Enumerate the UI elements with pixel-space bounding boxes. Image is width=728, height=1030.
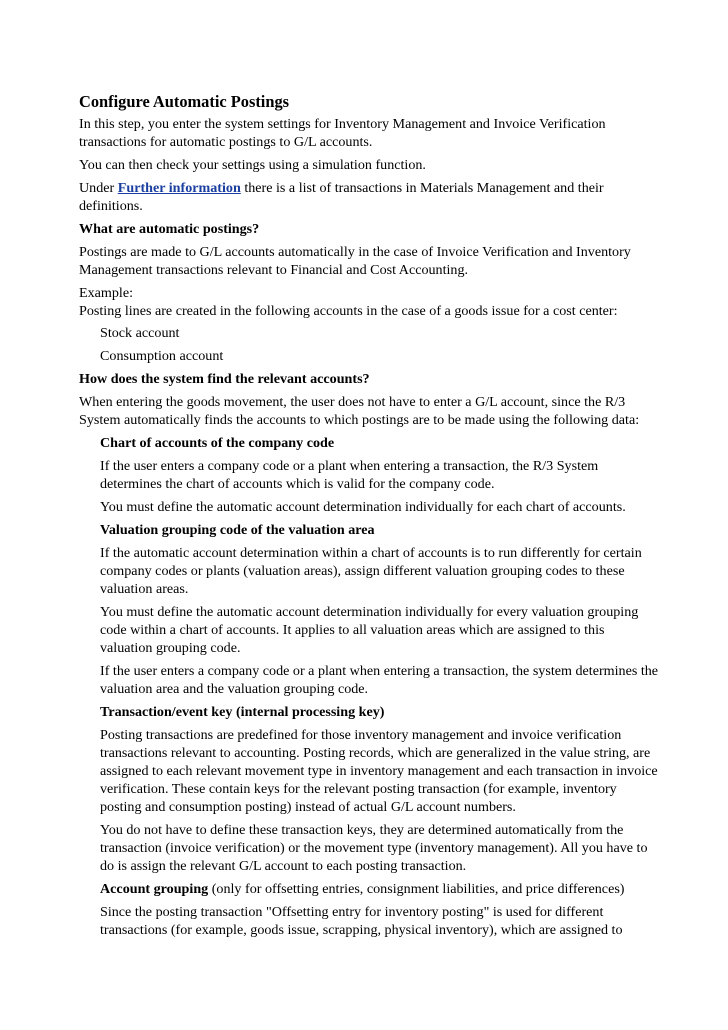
valuation-paragraph-2: You must define the automatic account determination individually for every valuation grouping code within a chart of accounts. It applies to all valuation areas which are assigned to this valuation grouping code.	[100, 604, 639, 656]
account-grouping-line	[100, 880, 659, 898]
account-grouping-paragraph-1: Since the posting transaction "Offsetting entry for inventory posting" is used for different transactions (for example, goods issue, scrapping, physical inventory), which are assigned to	[100, 904, 623, 938]
heading-valuation-grouping-code: Valuation grouping code of the valuation area	[100, 522, 375, 538]
further-information-link[interactable]: Further information	[117, 180, 241, 196]
account-grouping-note: (only for offsetting entries, consignment liabilities, and price differences)	[208, 881, 625, 897]
what-paragraph: Postings are made to G/L accounts automatically in the case of Invoice Verification and Inventory Management transactions relevant to Financial and Cost Accounting.	[79, 244, 631, 278]
heading-what-are-automatic-postings: What are automatic postings?	[79, 221, 260, 237]
how-paragraph: When entering the goods movement, the user does not have to enter a G/L account, since the R/3 System automatically finds the accounts to which postings are to be made using the following data:	[79, 394, 640, 428]
heading-how-does-system-find-accounts: How does the system find the relevant accounts?	[79, 371, 370, 387]
chart-paragraph-2: You must define the automatic account determination individually for each chart of accounts.	[100, 499, 626, 515]
intro-paragraph-3-suffix: there is a list of transactions in Materials Management and their definitions.	[79, 180, 604, 214]
heading-chart-of-accounts: Chart of accounts of the company code	[100, 435, 335, 451]
valuation-paragraph-1: If the automatic account determination within a chart of accounts is to run differently for certain company codes or plants (valuation areas), assign different valuation grouping codes to these valuation areas.	[100, 545, 642, 597]
example-block	[79, 284, 659, 320]
chart-paragraph-1: If the user enters a company code or a plant when entering a transaction, the R/3 System determines the chart of accounts which is valid for the company code.	[100, 458, 599, 492]
intro-paragraph-3	[79, 179, 659, 215]
example-text: Posting lines are created in the following accounts in the case of a goods issue for a cost center:	[79, 303, 618, 319]
example-label: Example:	[79, 285, 134, 301]
heading-account-grouping: Account grouping	[100, 881, 209, 897]
transaction-paragraph-2: You do not have to define these transaction keys, they are determined automatically from the transaction (invoice verification) or the movement type (inventory management). All you have to do is assign the relevant G/L account to each posting transaction.	[100, 822, 648, 874]
page-title: Configure Automatic Postings	[79, 92, 290, 111]
intro-paragraph-2: You can then check your settings using a simulation function.	[79, 157, 426, 173]
example-item-stock-account: Stock account	[100, 325, 180, 341]
example-item-consumption-account: Consumption account	[100, 348, 224, 364]
transaction-paragraph-1: Posting transactions are predefined for those inventory management and invoice verification transactions relevant to accounting. Posting records, which are generalized in the value string, are assigned to each relevant movement type in inventory management and each transaction in invoice verification. These contain keys for the relevant posting transaction (for example, inventory posting and consumption posting) instead of actual G/L account numbers.	[100, 727, 658, 815]
heading-transaction-event-key: Transaction/event key (internal processing key)	[100, 704, 385, 720]
intro-paragraph-1: In this step, you enter the system settings for Inventory Management and Invoice Verification transactions for automatic postings to G/L accounts.	[79, 116, 606, 150]
document-page	[79, 92, 659, 944]
intro-paragraph-3-prefix: Under	[79, 180, 118, 196]
valuation-paragraph-3: If the user enters a company code or a plant when entering a transaction, the system determines the valuation area and the valuation grouping code.	[100, 663, 659, 697]
